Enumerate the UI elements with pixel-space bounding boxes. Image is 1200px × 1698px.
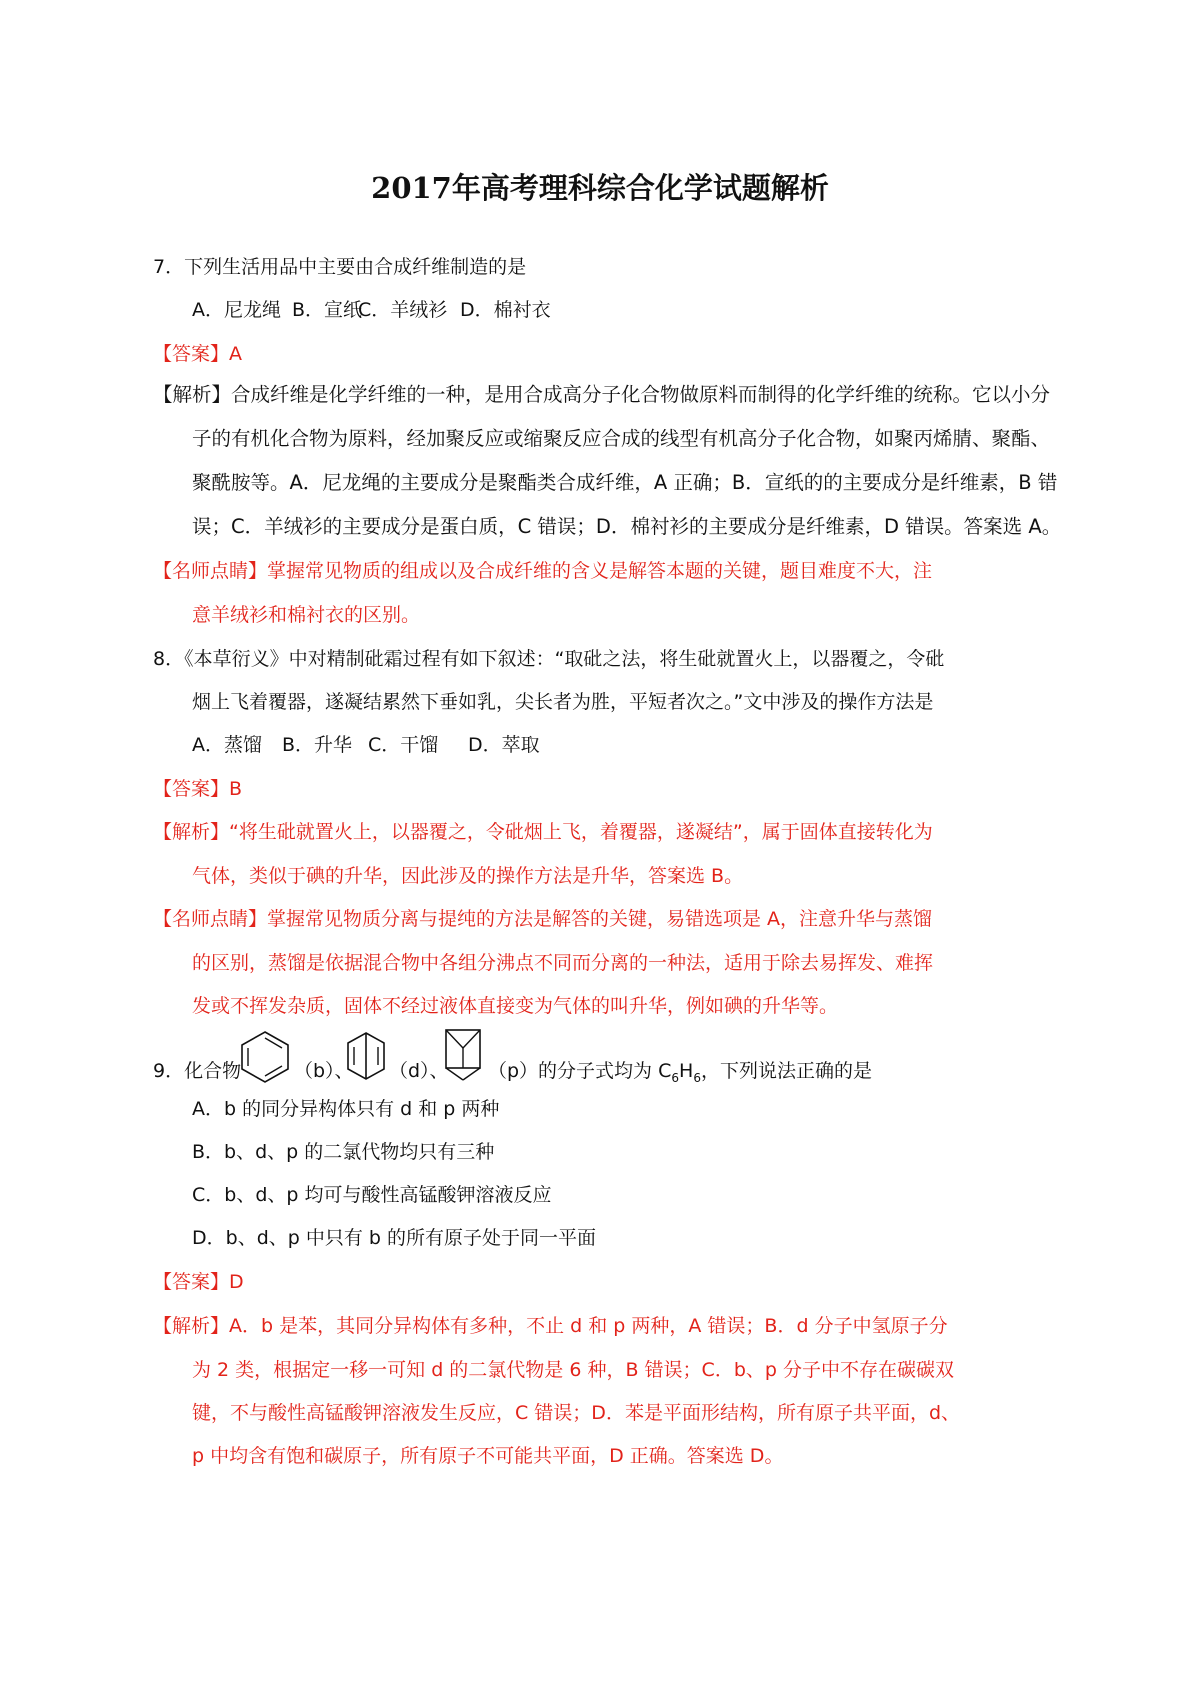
q7-options — [192, 296, 551, 324]
q8-answer — [153, 775, 242, 803]
q9-analysis-line-1 — [153, 1312, 948, 1340]
q7-analysis-line-2: 子的有机化合物为原料，经加聚反应或缩聚反应合成的线型有机高分子化合物，如聚丙烯腈、聚酯、 — [192, 427, 1051, 450]
q9-option-d: D．b、d、p 中只有 b 的所有原子处于同一平面 — [192, 1227, 596, 1249]
q7-stem: 7．下列生活用品中主要由合成纤维制造的是 — [153, 256, 527, 278]
q7-answer — [153, 340, 242, 368]
q8-tip-label: 【名师点睛】 — [153, 908, 268, 930]
q8-analysis-line-2: 气体，类似于碘的升华，因此涉及的操作方法是升华，答案选 B。 — [192, 865, 744, 887]
q9-stem-suffix: ，下列说法正确的是 — [700, 1060, 872, 1082]
q8-stem-line-2: 烟上飞着覆器，遂凝结累然下垂如乳，尖长者为胜，平短者次之。”文中涉及的操作方法是 — [192, 691, 934, 713]
q7-tip-line-1 — [153, 557, 932, 585]
q7-tip-label: 【名师点睛】 — [153, 560, 268, 582]
q8-option-c: C．干馏 — [368, 734, 439, 756]
page-title: 2017年高考理科综合化学试题解析 — [371, 171, 829, 205]
q9-formula-h: H — [679, 1060, 694, 1082]
prismane-structure-icon — [440, 1026, 486, 1084]
q9-formula-sub-h: 6 — [693, 1071, 701, 1085]
q8-options — [192, 731, 540, 759]
q8-tip-text: 掌握常见物质分离与提纯的方法是解答的关键，易错选项是 A，注意升华与蒸馏 — [267, 908, 933, 930]
q7-answer-label: 【答案】 — [153, 343, 230, 365]
q7-option-d: D．棉衬衣 — [460, 299, 551, 321]
q9-option-a: A．b 的同分异构体只有 d 和 p 两种 — [192, 1098, 500, 1120]
q7-tip-line-2: 意羊绒衫和棉衬衣的区别。 — [192, 604, 421, 626]
q7-analysis-label: 【解析】 — [153, 383, 232, 406]
q9-formula-sub-c: 6 — [671, 1071, 680, 1085]
q7-analysis-line-3: 聚酰胺等。A．尼龙绳的主要成分是聚酯类合成纤维，A 正确；B．宣纸的的主要成分是纤维素，B 错 — [192, 471, 1058, 494]
q8-answer-label: 【答案】 — [153, 778, 230, 800]
q7-analysis-text: 合成纤维是化学纤维的一种，是用合成高分子化合物做原料而制得的化学纤维的统称。它以小分 — [231, 383, 1051, 406]
q7-option-a: A．尼龙绳 — [192, 299, 281, 321]
q7-tip-text: 掌握常见物质的组成以及合成纤维的含义是解答本题的关键，题目难度不大，注 — [267, 560, 933, 582]
q8-option-d: D．萃取 — [468, 734, 540, 756]
q9-answer — [153, 1268, 244, 1296]
q9-answer-label: 【答案】 — [153, 1271, 230, 1293]
q7-answer-value: A — [229, 343, 243, 365]
q9-option-b: B．b、d、p 的二氯代物均只有三种 — [192, 1141, 495, 1163]
q9-analysis-text: A．b 是苯，其同分异构体有多种，不止 d 和 p 两种，A 错误；B．d 分子中氢原子分 — [229, 1315, 948, 1337]
q8-option-a: A．蒸馏 — [192, 734, 262, 756]
q8-analysis-label: 【解析】 — [153, 821, 230, 843]
q9-stem-prefix: 9．化合物 — [153, 1060, 242, 1082]
q9-label-b: （b）、 — [294, 1060, 354, 1082]
q9-label-d: （d）、 — [389, 1060, 449, 1082]
q9-formula-line — [488, 1057, 872, 1092]
q9-answer-value: D — [229, 1271, 244, 1293]
q7-analysis-line-4: 误；C．羊绒衫的主要成分是蛋白质，C 错误；D．棉衬衫的主要成分是纤维素，D 错误。答案选 A。 — [192, 515, 1062, 538]
q8-tip-line-1 — [153, 905, 932, 933]
q8-analysis-line-1 — [153, 818, 933, 846]
q9-analysis-label: 【解析】 — [153, 1315, 230, 1337]
q9-analysis-line-2: 为 2 类，根据定一移一可知 d 的二氯代物是 6 种，B 错误；C．b、p 分子中不存在碳碳双 — [192, 1359, 954, 1381]
q8-tip-line-2: 的区别，蒸馏是依据混合物中各组分沸点不同而分离的一种法，适用于除去易挥发、难挥 — [192, 952, 934, 974]
q9-analysis-line-3: 键，不与酸性高锰酸钾溶液发生反应，C 错误；D．苯是平面形结构，所有原子共平面，d、 — [192, 1402, 960, 1424]
q9-option-c: C．b、d、p 均可与酸性高锰酸钾溶液反应 — [192, 1184, 552, 1206]
q8-answer-value: B — [229, 778, 243, 800]
q8-analysis-text: “将生砒就置火上，以器覆之，令砒烟上飞，着覆器，遂凝结”，属于固体直接转化为 — [229, 821, 933, 843]
dewar-benzene-structure-icon — [344, 1030, 388, 1082]
q8-stem-line-1: 8．《本草衍义》中对精制砒霜过程有如下叙述：“取砒之法，将生砒就置火上，以器覆之，令砒 — [153, 648, 945, 670]
q8-option-b: B．升华 — [282, 734, 353, 756]
q8-tip-line-3: 发或不挥发杂质，固体不经过液体直接变为气体的叫升华，例如碘的升华等。 — [192, 995, 839, 1017]
q7-analysis-line-1 — [153, 381, 1050, 409]
q9-label-p: （p）的分子式均为 C — [488, 1060, 672, 1082]
benzene-structure-icon — [236, 1028, 294, 1084]
q7-option-b: B．宣纸 — [292, 299, 363, 321]
q7-option-c: C．羊绒衫 — [358, 299, 448, 321]
q9-analysis-line-4: p 中均含有饱和碳原子，所有原子不可能共平面，D 正确。答案选 D。 — [192, 1445, 784, 1467]
